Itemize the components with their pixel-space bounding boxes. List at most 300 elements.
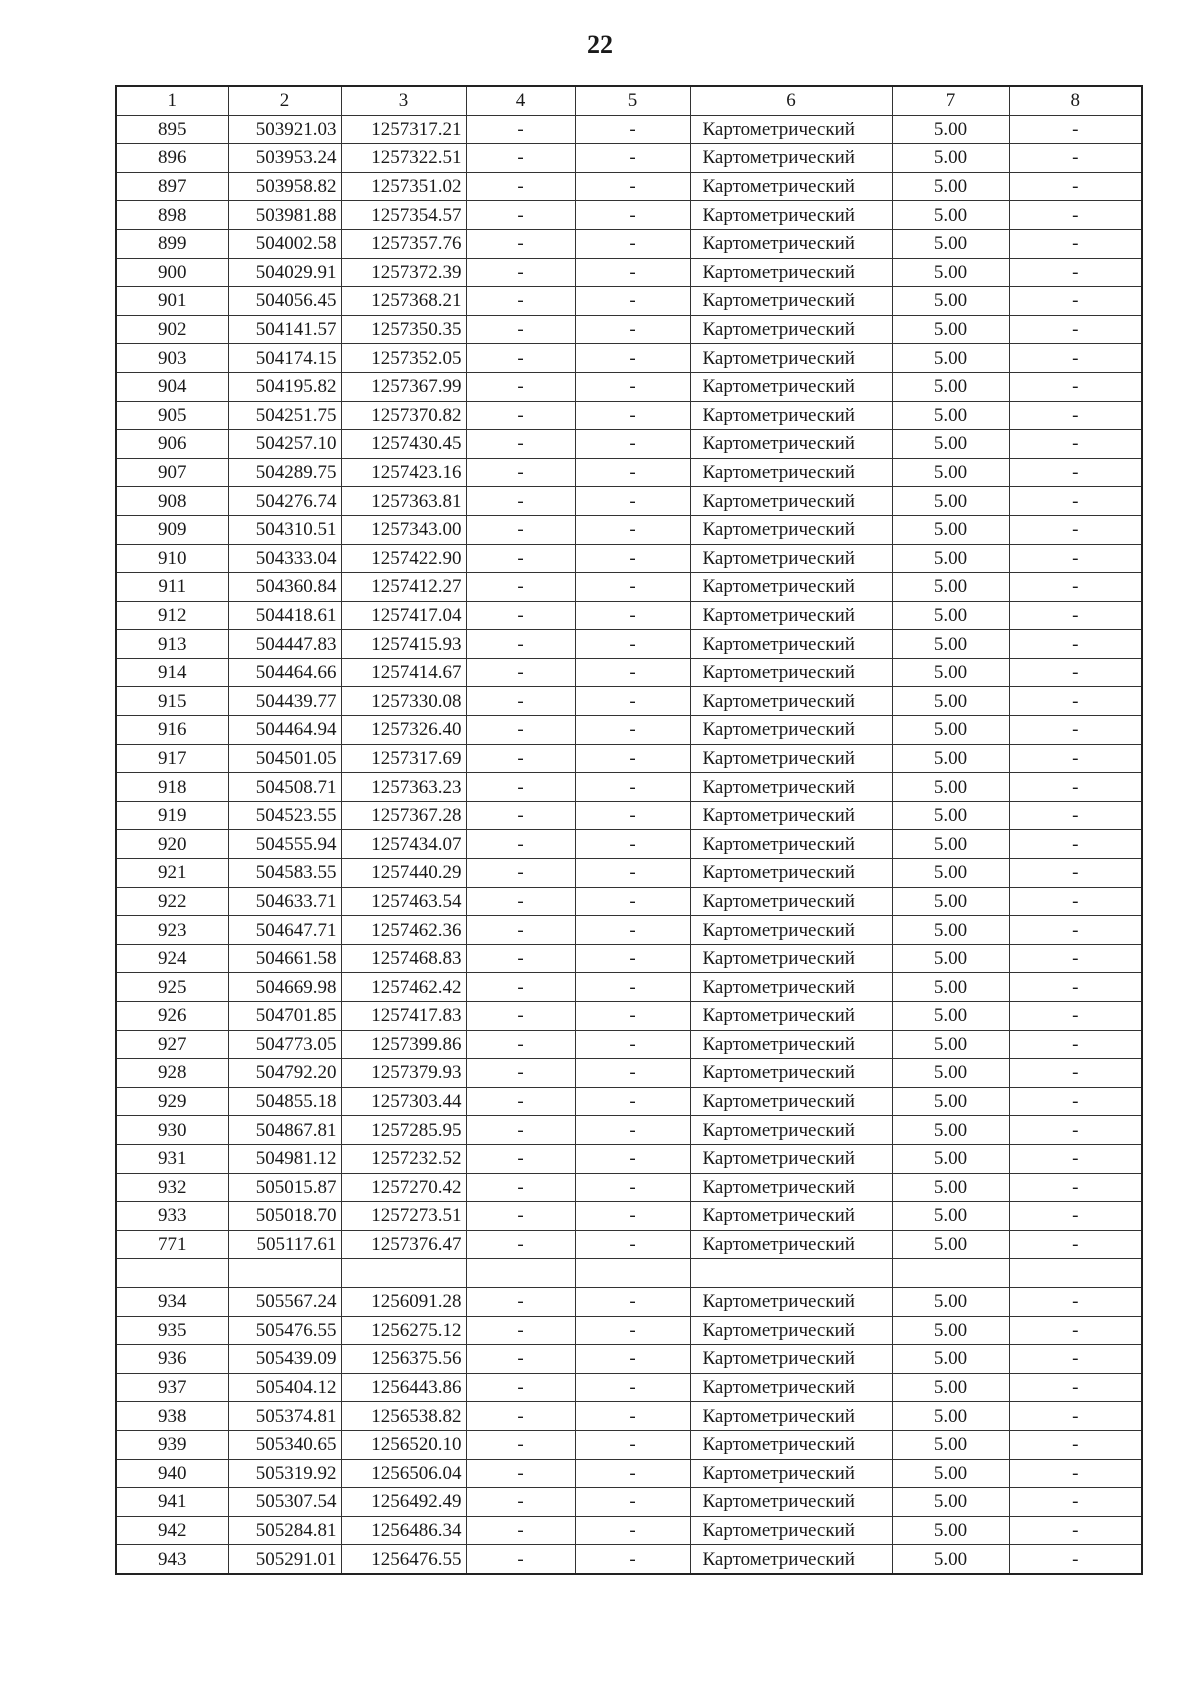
y-coordinate-cell: 1257376.47 (341, 1230, 466, 1259)
table-row (116, 630, 1142, 659)
point-number-cell: 919 (116, 801, 228, 830)
col4-cell: - (466, 744, 575, 773)
y-coordinate-cell: 1257417.04 (341, 601, 466, 630)
col8-cell: - (1009, 1459, 1142, 1488)
col5-cell: - (575, 1230, 690, 1259)
point-number-cell: 916 (116, 716, 228, 745)
col5-cell: - (575, 573, 690, 602)
table-row (116, 1516, 1142, 1545)
col8-cell: - (1009, 1059, 1142, 1088)
col5-cell: - (575, 201, 690, 230)
col4-cell: - (466, 1402, 575, 1431)
col8-cell: - (1009, 487, 1142, 516)
y-coordinate-cell: 1257370.82 (341, 401, 466, 430)
accuracy-cell: 5.00 (892, 172, 1009, 201)
method-cell: Картометрический (690, 1545, 892, 1574)
method-cell: Картометрический (690, 115, 892, 144)
x-coordinate-cell: 504251.75 (228, 401, 341, 430)
col8-cell: - (1009, 144, 1142, 173)
table-row (116, 601, 1142, 630)
y-coordinate-cell: 1257273.51 (341, 1202, 466, 1231)
table-row (116, 430, 1142, 459)
point-number-cell: 896 (116, 144, 228, 173)
col5-cell: - (575, 515, 690, 544)
col4-cell (466, 1259, 575, 1288)
x-coordinate-cell: 505374.81 (228, 1402, 341, 1431)
method-cell: Картометрический (690, 372, 892, 401)
method-cell: Картометрический (690, 887, 892, 916)
y-coordinate-cell: 1257414.67 (341, 658, 466, 687)
x-coordinate-cell: 505404.12 (228, 1373, 341, 1402)
method-cell: Картометрический (690, 344, 892, 373)
point-number-cell: 928 (116, 1059, 228, 1088)
accuracy-cell: 5.00 (892, 430, 1009, 459)
accuracy-cell: 5.00 (892, 916, 1009, 945)
x-coordinate-cell: 505291.01 (228, 1545, 341, 1574)
point-number-cell: 924 (116, 944, 228, 973)
table-row (116, 830, 1142, 859)
col8-cell: - (1009, 1116, 1142, 1145)
y-coordinate-cell: 1256375.56 (341, 1345, 466, 1374)
y-coordinate-cell: 1256476.55 (341, 1545, 466, 1574)
x-coordinate-cell: 505018.70 (228, 1202, 341, 1231)
accuracy-cell: 5.00 (892, 1202, 1009, 1231)
point-number-cell: 942 (116, 1516, 228, 1545)
method-cell: Картометрический (690, 658, 892, 687)
col4-cell: - (466, 973, 575, 1002)
y-coordinate-cell: 1257352.05 (341, 344, 466, 373)
y-coordinate-cell: 1257317.69 (341, 744, 466, 773)
accuracy-cell: 5.00 (892, 1144, 1009, 1173)
col8-cell: - (1009, 1316, 1142, 1345)
method-cell: Картометрический (690, 315, 892, 344)
point-number-cell: 934 (116, 1287, 228, 1316)
col4-cell: - (466, 1373, 575, 1402)
col8-cell (1009, 1259, 1142, 1288)
col8-cell: - (1009, 430, 1142, 459)
point-number-cell: 912 (116, 601, 228, 630)
col8-cell: - (1009, 658, 1142, 687)
method-cell: Картометрический (690, 1402, 892, 1431)
x-coordinate-cell: 504647.71 (228, 916, 341, 945)
point-number-cell: 903 (116, 344, 228, 373)
column-header: 7 (892, 86, 1009, 115)
x-coordinate-cell: 504195.82 (228, 372, 341, 401)
col4-cell: - (466, 859, 575, 888)
method-cell: Картометрический (690, 716, 892, 745)
x-coordinate-cell: 504310.51 (228, 515, 341, 544)
col4-cell: - (466, 573, 575, 602)
x-coordinate-cell: 504508.71 (228, 773, 341, 802)
x-coordinate-cell: 504257.10 (228, 430, 341, 459)
table-row (116, 515, 1142, 544)
col8-cell: - (1009, 115, 1142, 144)
x-coordinate-cell: 504276.74 (228, 487, 341, 516)
column-header: 3 (341, 86, 466, 115)
table-row (116, 1545, 1142, 1574)
coordinates-table (115, 85, 1143, 1575)
col4-cell: - (466, 544, 575, 573)
y-coordinate-cell: 1257417.83 (341, 1002, 466, 1031)
col8-cell: - (1009, 1230, 1142, 1259)
col8-cell: - (1009, 1144, 1142, 1173)
method-cell: Картометрический (690, 258, 892, 287)
col5-cell: - (575, 115, 690, 144)
point-number-cell: 925 (116, 973, 228, 1002)
col8-cell: - (1009, 573, 1142, 602)
x-coordinate-cell: 503958.82 (228, 172, 341, 201)
y-coordinate-cell: 1257326.40 (341, 716, 466, 745)
accuracy-cell: 5.00 (892, 1087, 1009, 1116)
y-coordinate-cell: 1257379.93 (341, 1059, 466, 1088)
table-row (116, 1316, 1142, 1345)
col4-cell: - (466, 830, 575, 859)
point-number-cell: 922 (116, 887, 228, 916)
point-number-cell: 908 (116, 487, 228, 516)
table-row (116, 229, 1142, 258)
point-number-cell: 932 (116, 1173, 228, 1202)
x-coordinate-cell: 504333.04 (228, 544, 341, 573)
table-row (116, 401, 1142, 430)
col8-cell: - (1009, 1488, 1142, 1517)
y-coordinate-cell: 1257372.39 (341, 258, 466, 287)
method-cell: Картометрический (690, 859, 892, 888)
col4-cell: - (466, 401, 575, 430)
table-body (116, 115, 1142, 1574)
method-cell: Картометрический (690, 1316, 892, 1345)
col4-cell: - (466, 201, 575, 230)
y-coordinate-cell: 1257363.81 (341, 487, 466, 516)
y-coordinate-cell: 1256520.10 (341, 1430, 466, 1459)
accuracy-cell: 5.00 (892, 1488, 1009, 1517)
table-row (116, 716, 1142, 745)
accuracy-cell: 5.00 (892, 1459, 1009, 1488)
col8-cell: - (1009, 1202, 1142, 1231)
method-cell: Картометрический (690, 544, 892, 573)
col5-cell (575, 1259, 690, 1288)
accuracy-cell: 5.00 (892, 658, 1009, 687)
y-coordinate-cell: 1257422.90 (341, 544, 466, 573)
point-number-cell: 905 (116, 401, 228, 430)
x-coordinate-cell: 504360.84 (228, 573, 341, 602)
accuracy-cell: 5.00 (892, 773, 1009, 802)
point-number-cell: 938 (116, 1402, 228, 1431)
table-row (116, 1202, 1142, 1231)
point-number-cell: 929 (116, 1087, 228, 1116)
accuracy-cell: 5.00 (892, 859, 1009, 888)
point-number-cell: 921 (116, 859, 228, 888)
point-number-cell: 941 (116, 1488, 228, 1517)
method-cell: Картометрический (690, 430, 892, 459)
method-cell: Картометрический (690, 601, 892, 630)
point-number-cell: 907 (116, 458, 228, 487)
table-row (116, 1345, 1142, 1374)
method-cell: Картометрический (690, 172, 892, 201)
col4-cell: - (466, 515, 575, 544)
col5-cell: - (575, 1144, 690, 1173)
accuracy-cell: 5.00 (892, 830, 1009, 859)
accuracy-cell: 5.00 (892, 1287, 1009, 1316)
col4-cell: - (466, 229, 575, 258)
table-row (116, 744, 1142, 773)
col4-cell: - (466, 287, 575, 316)
accuracy-cell: 5.00 (892, 630, 1009, 659)
col8-cell: - (1009, 1002, 1142, 1031)
table-row (116, 315, 1142, 344)
point-number-cell: 911 (116, 573, 228, 602)
accuracy-cell: 5.00 (892, 1516, 1009, 1545)
x-coordinate-cell: 504141.57 (228, 315, 341, 344)
accuracy-cell: 5.00 (892, 229, 1009, 258)
y-coordinate-cell (341, 1259, 466, 1288)
method-cell: Картометрический (690, 573, 892, 602)
method-cell: Картометрический (690, 1230, 892, 1259)
method-cell: Картометрический (690, 458, 892, 487)
table-row (116, 287, 1142, 316)
col8-cell: - (1009, 601, 1142, 630)
column-header: 1 (116, 86, 228, 115)
col4-cell: - (466, 1459, 575, 1488)
method-cell: Картометрический (690, 1144, 892, 1173)
method-cell: Картометрический (690, 1173, 892, 1202)
point-number-cell: 926 (116, 1002, 228, 1031)
x-coordinate-cell: 504555.94 (228, 830, 341, 859)
table-row (116, 1173, 1142, 1202)
col8-cell: - (1009, 401, 1142, 430)
col8-cell: - (1009, 1030, 1142, 1059)
col8-cell: - (1009, 773, 1142, 802)
column-header: 4 (466, 86, 575, 115)
accuracy-cell: 5.00 (892, 973, 1009, 1002)
y-coordinate-cell: 1257350.35 (341, 315, 466, 344)
col5-cell: - (575, 430, 690, 459)
point-number-cell: 897 (116, 172, 228, 201)
x-coordinate-cell: 503953.24 (228, 144, 341, 173)
col5-cell: - (575, 344, 690, 373)
col8-cell: - (1009, 716, 1142, 745)
col4-cell: - (466, 1030, 575, 1059)
page-number: 22 (587, 30, 613, 59)
table-row (116, 1259, 1142, 1288)
method-cell (690, 1259, 892, 1288)
col4-cell: - (466, 1516, 575, 1545)
accuracy-cell: 5.00 (892, 1373, 1009, 1402)
col5-cell: - (575, 1488, 690, 1517)
accuracy-cell: 5.00 (892, 744, 1009, 773)
x-coordinate-cell: 505015.87 (228, 1173, 341, 1202)
col5-cell: - (575, 1002, 690, 1031)
x-coordinate-cell: 504464.94 (228, 716, 341, 745)
col5-cell: - (575, 773, 690, 802)
accuracy-cell: 5.00 (892, 258, 1009, 287)
method-cell: Картометрический (690, 201, 892, 230)
point-number-cell: 895 (116, 115, 228, 144)
col5-cell: - (575, 1030, 690, 1059)
y-coordinate-cell: 1257462.36 (341, 916, 466, 945)
y-coordinate-cell: 1256275.12 (341, 1316, 466, 1345)
accuracy-cell: 5.00 (892, 1030, 1009, 1059)
col8-cell: - (1009, 1087, 1142, 1116)
y-coordinate-cell: 1257412.27 (341, 573, 466, 602)
x-coordinate-cell: 504661.58 (228, 944, 341, 973)
y-coordinate-cell: 1257434.07 (341, 830, 466, 859)
y-coordinate-cell: 1257351.02 (341, 172, 466, 201)
table-row (116, 258, 1142, 287)
method-cell: Картометрический (690, 1059, 892, 1088)
table-header-row (116, 86, 1142, 115)
method-cell: Картометрический (690, 944, 892, 973)
col8-cell: - (1009, 916, 1142, 945)
y-coordinate-cell: 1257343.00 (341, 515, 466, 544)
col5-cell: - (575, 287, 690, 316)
y-coordinate-cell: 1257330.08 (341, 687, 466, 716)
y-coordinate-cell: 1257440.29 (341, 859, 466, 888)
column-header: 2 (228, 86, 341, 115)
col5-cell: - (575, 1173, 690, 1202)
col4-cell: - (466, 1545, 575, 1574)
table-row (116, 859, 1142, 888)
col5-cell: - (575, 1059, 690, 1088)
accuracy-cell: 5.00 (892, 944, 1009, 973)
method-cell: Картометрический (690, 1030, 892, 1059)
col5-cell: - (575, 144, 690, 173)
table-row (116, 1373, 1142, 1402)
col5-cell: - (575, 1516, 690, 1545)
col5-cell: - (575, 1402, 690, 1431)
col4-cell: - (466, 487, 575, 516)
y-coordinate-cell: 1257415.93 (341, 630, 466, 659)
x-coordinate-cell: 504289.75 (228, 458, 341, 487)
table-row (116, 1030, 1142, 1059)
table-row (116, 973, 1142, 1002)
y-coordinate-cell: 1256538.82 (341, 1402, 466, 1431)
method-cell: Картометрический (690, 1430, 892, 1459)
table-row (116, 172, 1142, 201)
col4-cell: - (466, 1345, 575, 1374)
accuracy-cell: 5.00 (892, 487, 1009, 516)
method-cell: Картометрический (690, 1488, 892, 1517)
col4-cell: - (466, 630, 575, 659)
col5-cell: - (575, 916, 690, 945)
col8-cell: - (1009, 1516, 1142, 1545)
table-row (116, 1059, 1142, 1088)
x-coordinate-cell: 504447.83 (228, 630, 341, 659)
x-coordinate-cell: 504867.81 (228, 1116, 341, 1145)
accuracy-cell: 5.00 (892, 1545, 1009, 1574)
point-number-cell: 915 (116, 687, 228, 716)
col5-cell: - (575, 315, 690, 344)
col5-cell: - (575, 944, 690, 973)
col4-cell: - (466, 944, 575, 973)
col5-cell: - (575, 630, 690, 659)
accuracy-cell: 5.00 (892, 1059, 1009, 1088)
x-coordinate-cell: 503981.88 (228, 201, 341, 230)
y-coordinate-cell: 1257354.57 (341, 201, 466, 230)
y-coordinate-cell: 1257463.54 (341, 887, 466, 916)
point-number-cell (116, 1259, 228, 1288)
table-row (116, 115, 1142, 144)
col8-cell: - (1009, 258, 1142, 287)
col4-cell: - (466, 1316, 575, 1345)
x-coordinate-cell: 505340.65 (228, 1430, 341, 1459)
table-row (116, 944, 1142, 973)
accuracy-cell: 5.00 (892, 1402, 1009, 1431)
point-number-cell: 935 (116, 1316, 228, 1345)
accuracy-cell: 5.00 (892, 1345, 1009, 1374)
point-number-cell: 939 (116, 1430, 228, 1459)
col5-cell: - (575, 601, 690, 630)
col5-cell: - (575, 1116, 690, 1145)
point-number-cell: 933 (116, 1202, 228, 1231)
x-coordinate-cell: 505476.55 (228, 1316, 341, 1345)
x-coordinate-cell: 505567.24 (228, 1287, 341, 1316)
col8-cell: - (1009, 172, 1142, 201)
accuracy-cell: 5.00 (892, 372, 1009, 401)
y-coordinate-cell: 1257367.28 (341, 801, 466, 830)
col4-cell: - (466, 372, 575, 401)
col4-cell: - (466, 1173, 575, 1202)
col8-cell: - (1009, 1345, 1142, 1374)
x-coordinate-cell: 504981.12 (228, 1144, 341, 1173)
col4-cell: - (466, 601, 575, 630)
point-number-cell: 940 (116, 1459, 228, 1488)
col4-cell: - (466, 258, 575, 287)
x-coordinate-cell: 504583.55 (228, 859, 341, 888)
x-coordinate-cell: 504773.05 (228, 1030, 341, 1059)
method-cell: Картометрический (690, 916, 892, 945)
table-row (116, 1116, 1142, 1145)
col4-cell: - (466, 658, 575, 687)
point-number-cell: 904 (116, 372, 228, 401)
point-number-cell: 899 (116, 229, 228, 258)
x-coordinate-cell: 505319.92 (228, 1459, 341, 1488)
col5-cell: - (575, 1316, 690, 1345)
table-row (116, 544, 1142, 573)
accuracy-cell: 5.00 (892, 544, 1009, 573)
col4-cell: - (466, 1230, 575, 1259)
accuracy-cell: 5.00 (892, 287, 1009, 316)
col8-cell: - (1009, 201, 1142, 230)
y-coordinate-cell: 1256486.34 (341, 1516, 466, 1545)
method-cell: Картометрический (690, 1345, 892, 1374)
method-cell: Картометрический (690, 801, 892, 830)
method-cell: Картометрический (690, 1459, 892, 1488)
point-number-cell: 943 (116, 1545, 228, 1574)
table-row (116, 1488, 1142, 1517)
col8-cell: - (1009, 515, 1142, 544)
point-number-cell: 906 (116, 430, 228, 459)
accuracy-cell: 5.00 (892, 887, 1009, 916)
col8-cell: - (1009, 830, 1142, 859)
y-coordinate-cell: 1257462.42 (341, 973, 466, 1002)
point-number-cell: 902 (116, 315, 228, 344)
x-coordinate-cell: 505284.81 (228, 1516, 341, 1545)
col8-cell: - (1009, 544, 1142, 573)
col5-cell: - (575, 1287, 690, 1316)
col5-cell: - (575, 716, 690, 745)
y-coordinate-cell: 1257423.16 (341, 458, 466, 487)
point-number-cell: 931 (116, 1144, 228, 1173)
y-coordinate-cell: 1257357.76 (341, 229, 466, 258)
method-cell: Картометрический (690, 773, 892, 802)
point-number-cell: 927 (116, 1030, 228, 1059)
table-row (116, 1287, 1142, 1316)
table-row (116, 1459, 1142, 1488)
col8-cell: - (1009, 458, 1142, 487)
col5-cell: - (575, 1202, 690, 1231)
col5-cell: - (575, 172, 690, 201)
col5-cell: - (575, 1545, 690, 1574)
